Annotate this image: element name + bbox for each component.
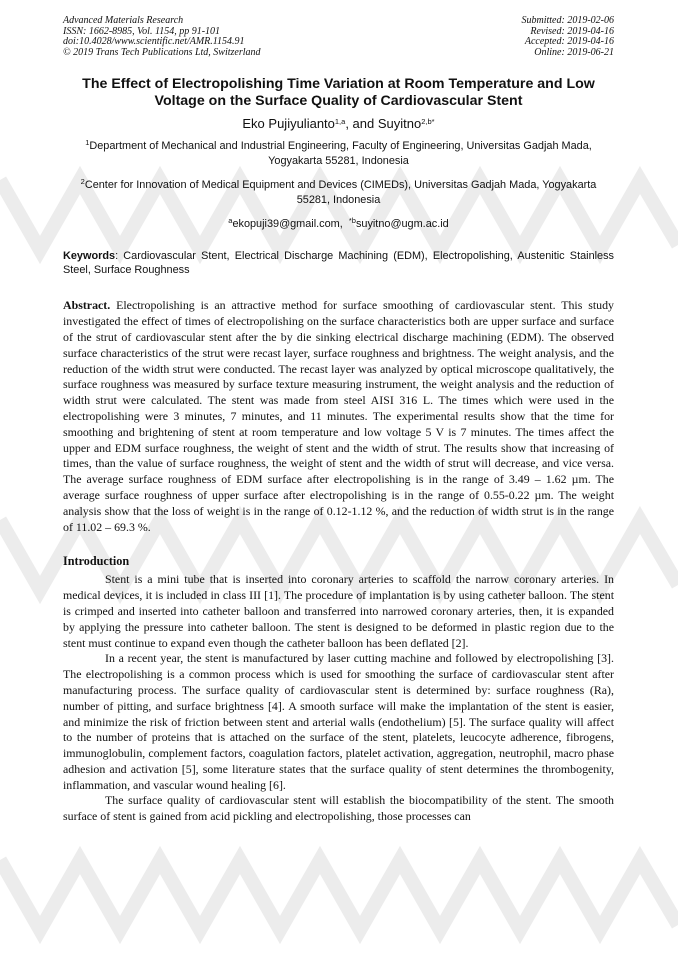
section-heading: Introduction bbox=[63, 554, 130, 569]
keywords-text: : Cardiovascular Stent, Electrical Discharge Machining (EDM), Electropolishing, Austenitic Stainless Steel, Surface Roughness bbox=[63, 250, 614, 277]
abstract-label: Abstract. bbox=[63, 298, 111, 313]
author-emails bbox=[63, 217, 614, 231]
affiliation-1 bbox=[63, 139, 614, 169]
journal-info bbox=[63, 16, 261, 58]
affiliation-text: Center for Innovation of Medical Equipment and Devices (CIMEDs), Universitas Gadjah Mada, Yogyakarta 55281, Indonesia bbox=[84, 179, 597, 207]
author-name: Eko Pujiyulianto bbox=[242, 116, 335, 132]
abstract-text: Electropolishing is an attractive method for surface smoothing of cardiovascular stent. This study investigated the effect of times of electropolishing on the surface characteristics both are upper surface and surface of the strut of cardiovascular stent after the by die sinking electrical discharge machining (EDM). The observed surface characteristics of the strut were recast layer, surface roughness and brightness. The weight analysis, and the reduction of the width strut were conducted. The recast layer was analyzed by optical microscope qualitatively, the surface roughness was measured by surface texture measuring instrument, the weight analysis and the reduction of width strut were calculated. The stent was made from steel AISI 316 L. The times which were used in the electropolishing were 3 minutes, 7 minutes, and 11 minutes. The experimental results show that the time for smoothing and brightening of stent at room temperature and low voltage 5 V is 7 minutes. The times affect the upper and EDM surface roughness, the weight of stent and the width of strut. The results show that increasing of times, than the value of surface roughness, the weight of stent and the width of strut will decrease, and vice versa. The average surface roughness of EDM surface after electropolishing is in the range of 3.49 – 1.62 µm. The average surface roughness of upper surface after electropolishing is in the range of 0.55-0.22 µm. The weight analysis show that the loss of weight is in the range of 0.12-1.12 %, and the reduction of width strut is in the range of 11.02 – 69.3 %. bbox=[63, 298, 614, 534]
body-paragraph: The surface quality of cardiovascular stent will establish the biocompatibility of the stent. The smooth surface of stent is gained from acid pickling and electropolishing, those processes can bbox=[63, 793, 614, 824]
journal-issn: ISSN: 1662-8985, Vol. 1154, pp 91-101 bbox=[63, 25, 221, 37]
author-separator: , and bbox=[345, 116, 378, 132]
date-revised: Revised: 2019-04-16 bbox=[530, 25, 614, 37]
email-marker: *b bbox=[348, 216, 356, 226]
affiliation-marker: 1 bbox=[85, 138, 90, 148]
journal-name: Advanced Materials Research bbox=[63, 15, 184, 26]
journal-copyright: © 2019 Trans Tech Publications Ltd, Switzerland bbox=[63, 46, 261, 58]
journal-doi[interactable]: doi:10.4028/www.scientific.net/AMR.1154.91 bbox=[63, 36, 245, 48]
affiliation-text: Department of Mechanical and Industrial Engineering, Faculty of Engineering, Universitas Gadjah Mada, Yogyakarta 55281, Indonesia bbox=[89, 140, 592, 168]
publication-dates bbox=[522, 16, 615, 58]
author-list bbox=[63, 116, 614, 132]
author-affiliation-marker: 1,a bbox=[334, 117, 346, 127]
affiliation-2 bbox=[63, 178, 614, 208]
author-name: Suyitno bbox=[377, 116, 422, 132]
affiliation-marker: 2 bbox=[80, 177, 85, 187]
date-submitted: Submitted: 2019-02-06 bbox=[521, 15, 614, 26]
journal-header bbox=[63, 16, 614, 58]
email-marker: a bbox=[228, 216, 233, 226]
abstract-block bbox=[63, 298, 614, 535]
keywords-label: Keywords bbox=[63, 250, 116, 263]
email-link[interactable]: suyitno@ugm.ac.id bbox=[355, 218, 449, 231]
email-link[interactable]: ekopuji39@gmail.com, bbox=[232, 218, 343, 231]
body-paragraph: In a recent year, the stent is manufactured by laser cutting machine and followed by electropolishing [3]. The electropolishing is a common process which is used for smoothing the surface of cardiovascular stent after manufacturing process. The surface quality of cardiovascular stent is determined by: surface roughness (Ra), number of pitting, and surface brightness [4]. A smooth surface will make the implantation of the stent is easier, and minimize the risk of friction between stent and arterial walls (endothelium) [5]. The surface quality will affect to the number of proteins that is attached on the surface of the stent, platelets, leucocyte adherence, fibrogens, immunoglobulin, complement factors, coagulation factors, platelet activation, aggregation, neutrophil, macro phase adhesion and activation [5], some literature states that the surface quality of stent determines the thrombogenity, inflammation, and vascular wound healing [6]. bbox=[63, 651, 614, 792]
paper-page bbox=[63, 16, 614, 825]
body-paragraph: Stent is a mini tube that is inserted into coronary arteries to scaffold the narrow coronary arteries. In medical devices, it is included in class III [1]. The procedure of implantation is by using catheter balloon. The stent is crimped and inserted into catheter balloon and transferred into narrowed coronary arteries, then, it is expanded by applying the pressure into catheter balloon. The stent is designed to be deformed in plastic region due to the stent must continue to expand even though the catheter balloon has been deflated [2]. bbox=[63, 572, 614, 650]
date-accepted: Accepted: 2019-04-16 bbox=[524, 36, 614, 48]
keywords-block bbox=[63, 249, 614, 277]
paper-title: The Effect of Electropolishing Time Variation at Room Temperature and Low Voltage on the Surface Quality of Cardiovascular Stent bbox=[82, 76, 595, 110]
date-online: Online: 2019-06-21 bbox=[534, 46, 614, 58]
author-affiliation-marker: 2,b* bbox=[421, 117, 435, 127]
